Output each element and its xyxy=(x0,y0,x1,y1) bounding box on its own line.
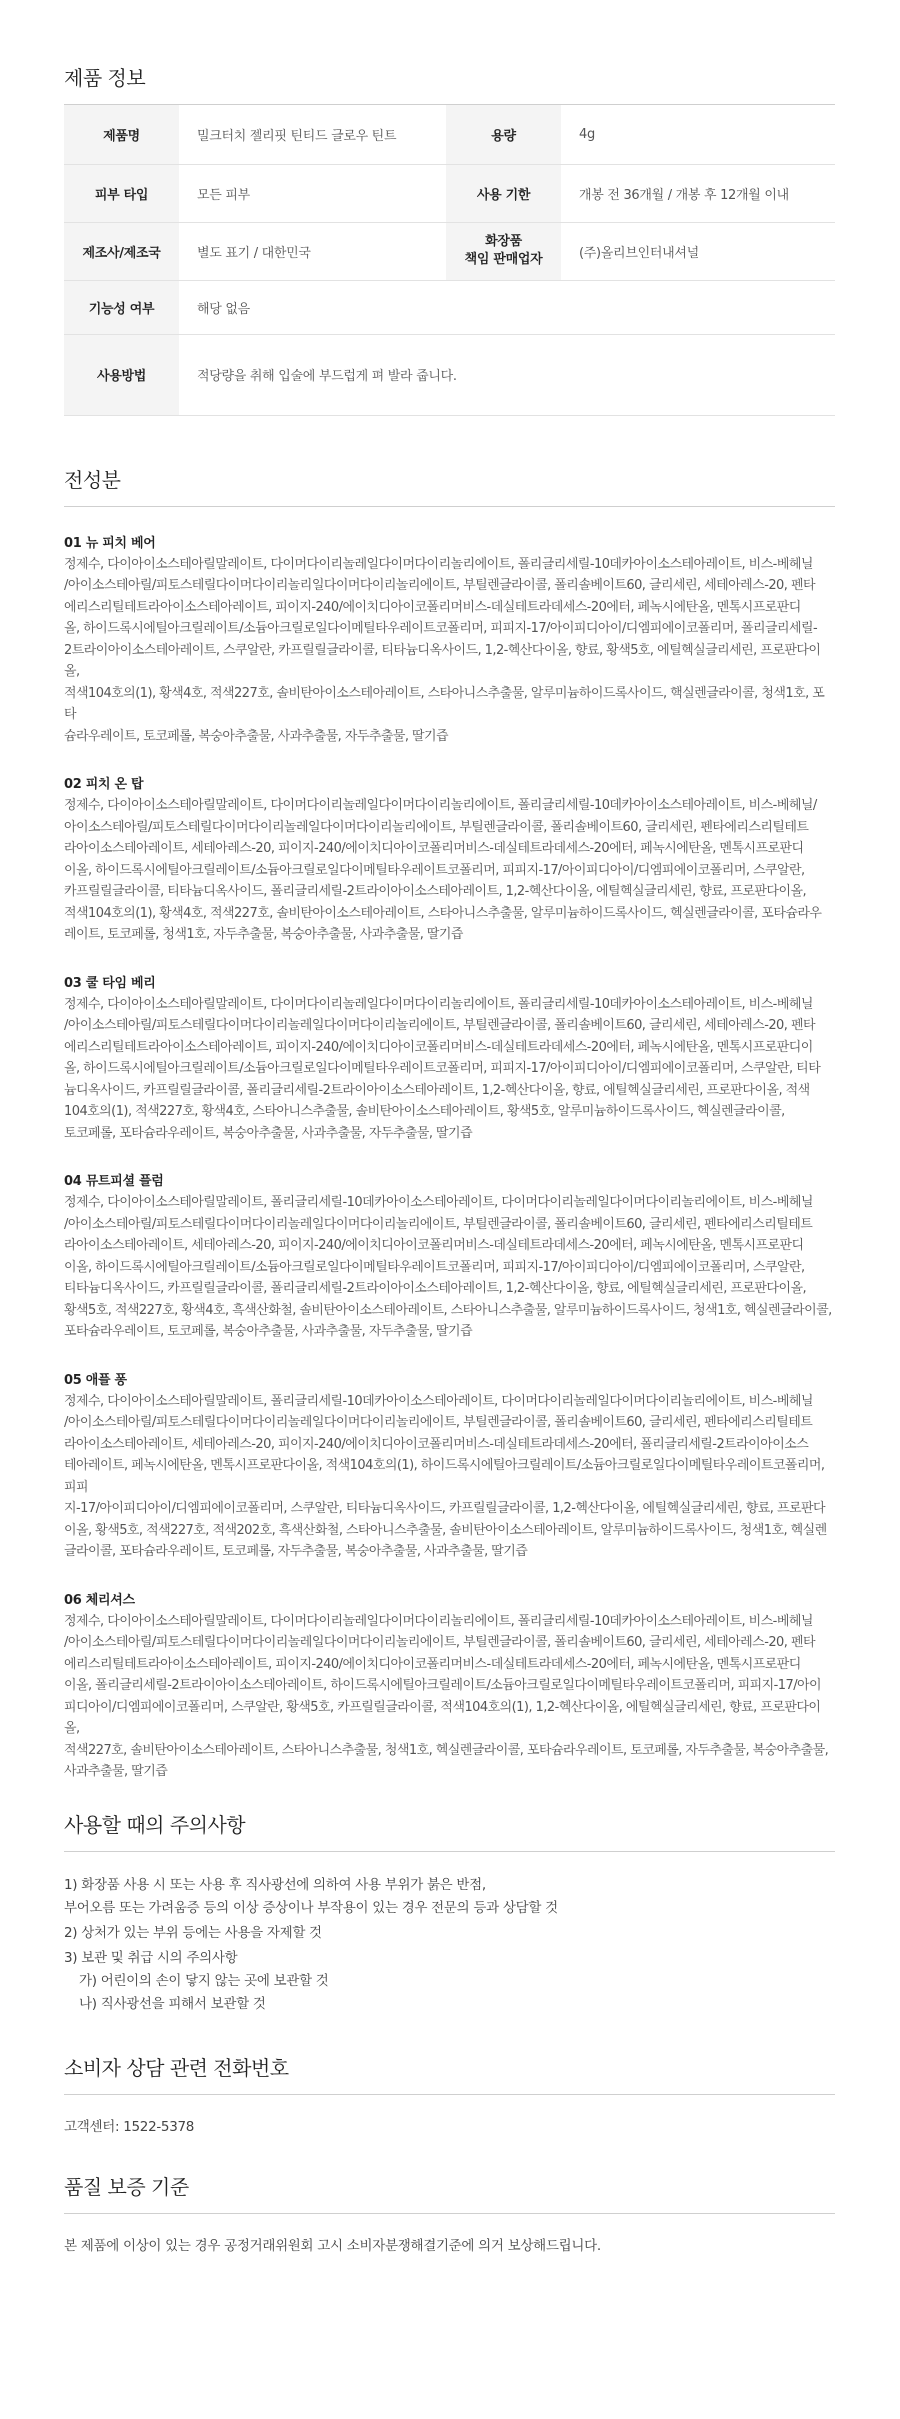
ingredient-text xyxy=(64,1611,835,1783)
ingredient-list xyxy=(64,533,835,1783)
text-line: 라아이소스테아레이트, 세테아레스-20, 피이지-240/에이치디아이코폴리머비스-데실테트라데세스-20에터, 페녹시에탄올, 멘톡시프로판디 xyxy=(64,841,804,856)
caution-line: 나) 직사광선을 피해서 보관할 것 xyxy=(79,1995,266,2012)
label-volume: 용량 xyxy=(446,105,561,164)
text-line: 정제수, 다이아이소스테아릴말레이트, 폴리글리세릴-10데카아이소스테아레이트, 다이머다이리놀레일다이머다이리놀리에이트, 비스-베헤닐 xyxy=(64,1195,813,1210)
text-line: 이올, 황색5호, 적색227호, 적색202호, 흑색산화철, 스타아니스추출물, 솔비탄아이소스테아레이트, 알루미늄하이드록사이드, 청색1호, 헥실렌 xyxy=(64,1522,827,1538)
text-line: 정제수, 다이아이소스테아릴말레이트, 폴리글리세릴-10데카아이소스테아레이트, 다이머다이리놀레일다이머다이리놀리에이트, 비스-베헤닐 xyxy=(64,1393,813,1409)
table-row xyxy=(64,334,835,415)
label-expiry: 사용 기한 xyxy=(446,164,561,222)
shade-name: 01 뉴 피치 베어 xyxy=(64,535,156,551)
table-row xyxy=(64,105,835,164)
text-line: 에리스리틸테트라아이소스테아레이트, 피이지-240/에이치디아이코폴리머비스-데실테트라데세스-20에터, 페녹시에탄올, 멘톡시프로판디 xyxy=(64,599,801,615)
label-usage: 사용방법 xyxy=(64,334,179,415)
label-line: 책임 판매업자 xyxy=(464,252,543,267)
ingredient-item xyxy=(64,973,835,1145)
text-line: 라아이소스테아레이트, 세테아레스-20, 피이지-240/에이치디아이코폴리머비스-데실테트라데세스-20에터, 페녹시에탄올, 멘톡시프로판디 xyxy=(64,1238,804,1253)
quality-guarantee-text: 본 제품에 이상이 있는 경우 공정거래위원회 고시 소비자분쟁해결기준에 의거 보상해드립니다. xyxy=(64,2237,601,2254)
ingredient-item xyxy=(64,1590,835,1783)
text-line: 카프릴릴글라이콜, 티타늄디옥사이드, 폴리글리세릴-2트라이아이소스테아레이트, 1,2-헥산다이올, 에틸헥실글리세린, 향료, 프로판다이올, xyxy=(64,884,807,899)
label-line: 화장품 xyxy=(485,234,522,249)
text-line: 104호의(1), 적색227호, 황색4호, 스타아니스추출물, 솔비탄아이소스테아레이트, 황색5호, 알루미늄하이드록사이드, 헥실렌글라이콜, xyxy=(64,1104,785,1119)
text-line: 에리스리틸테트라아이소스테아레이트, 피이지-240/에이치디아이코폴리머비스-데실테트라데세스-20에터, 페녹시에탄올, 멘톡시프로판디 xyxy=(64,1656,801,1672)
label-manufacturer: 제조사/제조국 xyxy=(64,222,179,280)
shade-name: 04 뮤트피셜 플럼 xyxy=(64,1174,164,1189)
value-skin-type: 모든 피부 xyxy=(179,164,446,222)
text-line: 정제수, 다이아이소스테아릴말레이트, 다이머다이리놀레일다이머다이리놀리에이트, 폴리글리세릴-10데카아이소스테아레이트, 비스-베헤닐 xyxy=(64,996,813,1012)
ingredient-text xyxy=(64,1391,835,1563)
consumer-section xyxy=(64,2054,835,2137)
ingredient-text xyxy=(64,1192,835,1343)
text-line: 올, 하이드록시에틸아크릴레이트/소듐아크릴로일다이메틸타우레이트코폴리머, 피피지-17/아이피디아이/디엠피에이코폴리머, 스쿠알란, 티타 xyxy=(64,1061,821,1076)
text-line: 아이소스테아릴/피토스테릴다이머다이리놀레일다이머다이리놀리에이트, 부틸렌글라이콜, 폴리솔베이트60, 글리세린, 펜타에리스리틸테트 xyxy=(64,819,809,835)
caution-line: 3) 보관 및 취급 시의 주의사항 xyxy=(64,1949,238,1966)
caution-line: 가) 어린이의 손이 닿지 않는 곳에 보관할 것 xyxy=(79,1972,329,1989)
section-title-product-info: 제품 정보 xyxy=(64,66,146,90)
label-responsible-seller xyxy=(446,222,561,280)
ingredient-text xyxy=(64,795,835,946)
text-line: 글라이콜, 포타슘라우레이트, 토코페롤, 자두추출물, 복숭아추출물, 사과추출물, 딸기즙 xyxy=(64,1544,528,1559)
text-line: /아이소스테아릴/피토스테릴다이머다이리놀레일다이머다이리놀리에이트, 부틸렌글라이콜, 폴리솔베이트60, 글리세린, 펜타에리스리틸테트 xyxy=(64,1415,813,1430)
text-line: 올, 하이드록시에틸아크릴레이트/소듐아크릴로일다이메틸타우레이트코폴리머, 피피지-17/아이피디아이/디엠피에이코폴리머, 폴리글리세릴- xyxy=(64,621,818,636)
text-line: 2트라이아이소스테아레이트, 스쿠알란, 카프릴릴글라이콜, 티타늄디옥사이드, 1,2-헥산다이올, 향료, 황색5호, 에틸헥실글리세린, 프로판다이올, xyxy=(64,642,821,679)
value-responsible-seller: (주)올리브인터내셔널 xyxy=(561,222,835,280)
caution-line: 부어오름 또는 가려움증 등의 이상 증상이나 부작용이 있는 경우 전문의 등과 상담할 것 xyxy=(64,1899,558,1916)
value-functional: 해당 없음 xyxy=(179,280,835,334)
ingredient-text xyxy=(64,994,835,1145)
caution-list xyxy=(64,1874,835,2016)
caution-line: 1) 화장품 사용 시 또는 사용 후 직사광선에 의하여 사용 부위가 붉은 반점, xyxy=(64,1876,486,1893)
customer-center-phone: 고객센터: 1522-5378 xyxy=(64,2118,195,2135)
text-line: 적색227호, 솔비탄아이소스테아레이트, 스타아니스추출물, 청색1호, 헥실렌글라이콜, 포타슘라우레이트, 토코페롤, 자두추출물, 복숭아추출물, xyxy=(64,1742,829,1758)
text-line: 늄디옥사이드, 카프릴릴글라이콜, 폴리글리세릴-2트라이아이소스테아레이트, 1,2-헥산다이올, 향료, 에틸헥실글리세린, 프로판다이올, 적색 xyxy=(64,1082,810,1098)
text-line: 정제수, 다이아이소스테아릴말레이트, 다이머다이리놀레일다이머다이리놀리에이트, 폴리글리세릴-10데카아이소스테아레이트, 비스-베헤닐/ xyxy=(64,798,817,813)
text-line: 토코페롤, 포타슘라우레이트, 복숭아추출물, 사과추출물, 자두추출물, 딸기즙 xyxy=(64,1125,473,1141)
text-line: 티타늄디옥사이드, 카프릴릴글라이콜, 폴리글리세릴-2트라이아이소스테아레이트, 1,2-헥산다이올, 향료, 에틸헥실글리세린, 프로판다이올, xyxy=(64,1281,807,1296)
text-line: 라아이소스테아레이트, 세테아레스-20, 피이지-240/에이치디아이코폴리머비스-데실테트라데세스-20에터, 폴리글리세릴-2트라이아이소스 xyxy=(64,1436,809,1452)
ingredient-item xyxy=(64,533,835,748)
text-line: 사과추출물, 딸기즙 xyxy=(64,1764,168,1779)
text-line: 황색5호, 적색227호, 황색4호, 흑색산화철, 솔비탄아이소스테아레이트, 스타아니스추출물, 알루미늄하이드록사이드, 청색1호, 헥실렌글라이콜, xyxy=(64,1302,832,1318)
text-line: 이올, 하이드록시에틸아크릴레이트/소듐아크릴로일다이메틸타우레이트코폴리머, 피피지-17/아이피디아이/디엠피에이코폴리머, 스쿠알란, xyxy=(64,1259,805,1275)
section-title-ingredients: 전성분 xyxy=(64,467,121,492)
ingredient-item xyxy=(64,1370,835,1563)
value-usage: 적당량을 취해 입술에 부드럽게 펴 발라 줍니다. xyxy=(179,334,835,415)
section-title-consumer: 소비자 상담 관련 전화번호 xyxy=(64,2055,289,2080)
text-line: 피디아이/디엠피에이코폴리머, 스쿠알란, 황색5호, 카프릴릴글라이콜, 적색104호의(1), 1,2-헥산다이올, 에틸헥실글리세린, 향료, 프로판다이올, xyxy=(64,1699,821,1736)
section-divider xyxy=(64,506,835,507)
value-expiry: 개봉 전 36개월 / 개봉 후 12개월 이내 xyxy=(561,164,835,222)
section-title-quality: 품질 보증 기준 xyxy=(64,2174,189,2199)
text-line: 정제수, 다이아이소스테아릴말레이트, 다이머다이리놀레일다이머다이리놀리에이트, 폴리글리세릴-10데카아이소스테아레이트, 비스-베헤닐 xyxy=(64,1613,813,1629)
section-divider xyxy=(64,1851,835,1852)
ingredients-section xyxy=(64,466,835,1783)
value-product-name: 밀크터치 젤리핏 틴티드 글로우 틴트 xyxy=(179,105,446,164)
text-line: 에리스리틸테트라아이소스테아레이트, 피이지-240/에이치디아이코폴리머비스-데실테트라데세스-20에터, 페녹시에탄올, 멘톡시프로판디이 xyxy=(64,1039,813,1055)
shade-name: 06 체리셔스 xyxy=(64,1592,135,1608)
value-manufacturer: 별도 표기 / 대한민국 xyxy=(179,222,446,280)
text-line: /아이소스테아릴/피토스테릴다이머다이리놀레일다이머다이리놀리에이트, 부틸렌글라이콜, 폴리솔베이트60, 글리세린, 펜타에리스리틸테트 xyxy=(64,1216,813,1232)
text-line: 이올, 폴리글리세릴-2트라이아이소스테아레이트, 하이드록시에틸아크릴레이트/소듐아크릴로일다이메틸타우레이트코폴리머, 피피지-17/아이 xyxy=(64,1678,822,1693)
product-info-table xyxy=(64,105,835,416)
text-line: 정제수, 다이아이소스테아릴말레이트, 다이머다이리놀레일다이머다이리놀리에이트, 폴리글리세릴-10데카아이소스테아레이트, 비스-베헤닐 xyxy=(64,556,813,572)
text-line: 적색104호의(1), 황색4호, 적색227호, 솔비탄아이소스테아레이트, 스타아니스추출물, 알루미늄하이드록사이드, 헥실렌글라이콜, 포타슘라우 xyxy=(64,905,822,921)
shade-name: 05 애플 퐁 xyxy=(64,1372,127,1388)
text-line: 이올, 하이드록시에틸아크릴레이트/소듐아크릴로일다이메틸타우레이트코폴리머, 피피지-17/아이피디아이/디엠피에이코폴리머, 스쿠알란, xyxy=(64,862,805,878)
text-line: 지-17/아이피디아이/디엠피에이코폴리머, 스쿠알란, 티타늄디옥사이드, 카프릴릴글라이콜, 1,2-헥산다이올, 에틸헥실글리세린, 향료, 프로판다 xyxy=(64,1501,826,1516)
text-line: /아이소스테아릴/피토스테릴다이머다이리놀레일다이머다이리놀리에이트, 부틸렌글라이콜, 폴리솔베이트60, 글리세린, 세테아레스-20, 펜타 xyxy=(64,1635,815,1650)
table-row xyxy=(64,280,835,334)
shade-name: 03 쿨 타임 베리 xyxy=(64,975,156,991)
product-info-section xyxy=(64,64,835,416)
text-line: /아이소스테아릴/피토스테릴다이머다이리놀레일다이머다이리놀리에이트, 부틸렌글라이콜, 폴리솔베이트60, 글리세린, 세테아레스-20, 펜타 xyxy=(64,1018,815,1033)
text-line: 레이트, 토코페롤, 청색1호, 자두추출물, 복숭아추출물, 사과추출물, 딸기즙 xyxy=(64,927,463,942)
text-line: 슘라우레이트, 토코페롤, 복숭아추출물, 사과추출물, 자두추출물, 딸기즙 xyxy=(64,728,449,744)
text-line: 포타슘라우레이트, 토코페롤, 복숭아추출물, 사과추출물, 자두추출물, 딸기즙 xyxy=(64,1324,473,1339)
ingredient-text xyxy=(64,554,835,748)
section-divider xyxy=(64,2213,835,2214)
quality-section xyxy=(64,2173,835,2256)
value-volume: 4g xyxy=(561,105,835,164)
table-row xyxy=(64,164,835,222)
text-line: 적색104호의(1), 황색4호, 적색227호, 솔비탄아이소스테아레이트, 스타아니스추출물, 알루미늄하이드록사이드, 핵실렌글라이콜, 청색1호, 포타 xyxy=(64,685,825,722)
label-skin-type: 피부 타입 xyxy=(64,164,179,222)
section-divider xyxy=(64,2094,835,2095)
label-functional: 기능성 여부 xyxy=(64,280,179,334)
caution-section xyxy=(64,1811,835,2016)
text-line: 테아레이트, 페녹시에탄올, 멘톡시프로판다이올, 적색104호의(1), 하이드록시에틸아크릴레이트/소듐아크릴로일다이메틸타우레이트코폴리머, 피피 xyxy=(64,1458,825,1495)
table-row xyxy=(64,222,835,280)
shade-name: 02 피치 온 탑 xyxy=(64,777,144,792)
ingredient-item xyxy=(64,1171,835,1343)
caution-line: 2) 상처가 있는 부위 등에는 사용을 자제할 것 xyxy=(64,1924,322,1941)
section-title-caution: 사용할 때의 주의사항 xyxy=(64,1812,246,1837)
text-line: /아이소스테아릴/피토스테릴다이머다이리놀리일다이머다이리놀리에이트, 부틸렌글라이콜, 폴리솔베이트60, 글리세린, 세테아레스-20, 펜타 xyxy=(64,578,815,593)
label-product-name: 제품명 xyxy=(64,105,179,164)
ingredient-item xyxy=(64,774,835,946)
